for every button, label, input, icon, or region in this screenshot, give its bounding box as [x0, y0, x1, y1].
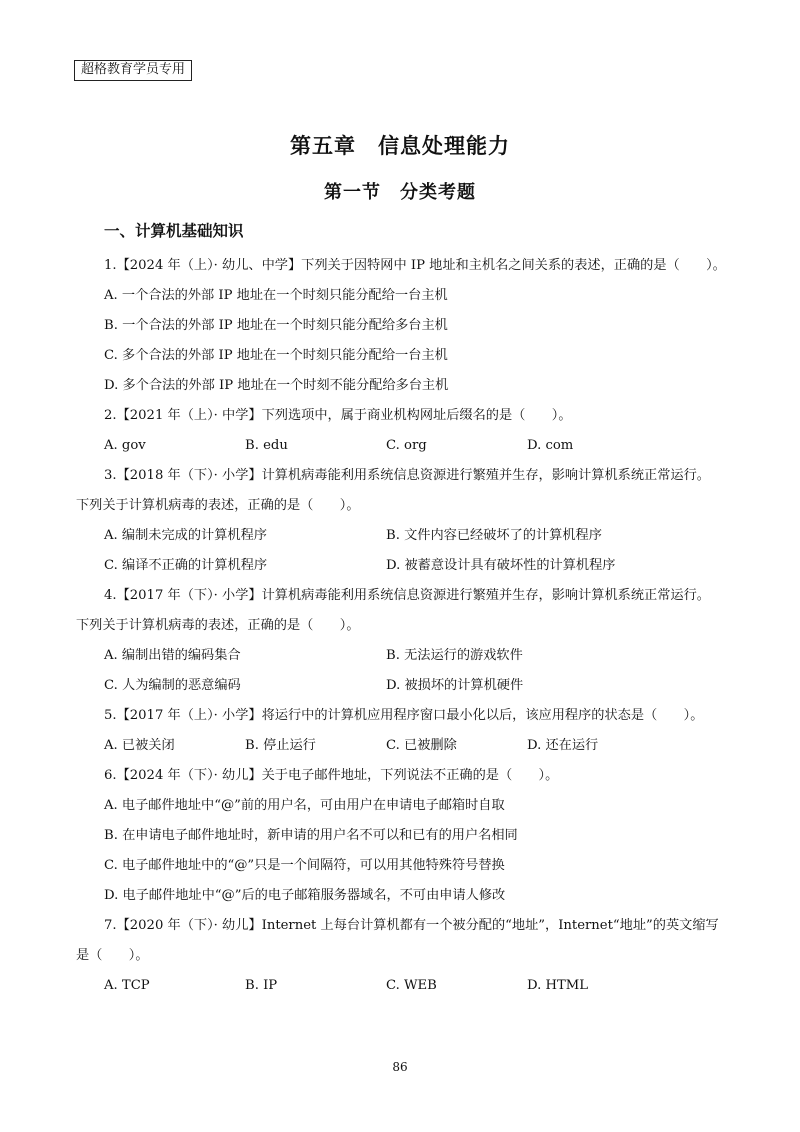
- option-a: A. 已被关闭: [104, 738, 175, 753]
- option-b: B. 文件内容已经破坏了的计算机程序: [386, 528, 602, 543]
- section-title: 第一节 分类考题: [324, 182, 476, 203]
- option-d: D. 被损坏的计算机硬件: [386, 678, 524, 693]
- header-tag: 超格教育学员专用: [74, 60, 192, 81]
- option-a: A. TCP: [104, 978, 150, 993]
- question-stem: 2.【2021 年（上）· 中学】下列选项中，属于商业机构网址后缀名的是（ ）。: [104, 408, 572, 423]
- part-heading: 一、计算机基础知识: [104, 221, 244, 240]
- question-stem: 7.【2020 年（下）· 幼儿】Internet 上每台计算机都有一个被分配的“地址”，Internet“地址”的英文缩写: [104, 918, 719, 933]
- option-d: D. HTML: [527, 978, 589, 993]
- option-c: C. 多个合法的外部 IP 地址在一个时刻只能分配给一台主机: [104, 348, 448, 363]
- question-stem: 6.【2024 年（下）· 幼儿】关于电子邮件地址，下列说法不正确的是（ ）。: [104, 768, 559, 783]
- option-d: D. 多个合法的外部 IP 地址在一个时刻不能分配给多台主机: [104, 378, 449, 393]
- option-d: D. 电子邮件地址中“@”后的电子邮箱服务器域名，不可由申请人修改: [104, 888, 506, 903]
- question-stem: 1.【2024 年（上）· 幼儿、中学】下列关于因特网中 IP 地址和主机名之间关系的表述，正确的是（ ）。: [104, 258, 726, 273]
- option-c: C. 人为编制的恶意编码: [104, 678, 241, 693]
- option-c: C. org: [386, 438, 427, 453]
- option-a: A. 一个合法的外部 IP 地址在一个时刻只能分配给一台主机: [104, 288, 448, 303]
- option-a: A. 电子邮件地址中“@”前的用户名，可由用户在申请电子邮箱时自取: [104, 798, 505, 813]
- option-c: C. 已被删除: [386, 738, 457, 753]
- option-c: C. 编译不正确的计算机程序: [104, 558, 268, 573]
- option-d: D. 还在运行: [527, 738, 599, 753]
- question-stem-continued: 是（ ）。: [76, 948, 149, 963]
- option-a: A. 编制出错的编码集合: [104, 648, 241, 663]
- question-stem: 5.【2017 年（上）· 小学】将运行中的计算机应用程序窗口最小化以后，该应用程序的状态是（ ）。: [104, 708, 704, 723]
- option-b: B. 停止运行: [245, 738, 316, 753]
- question-stem-continued: 下列关于计算机病毒的表述，正确的是（ ）。: [76, 498, 360, 513]
- option-b: B. 无法运行的游戏软件: [386, 648, 523, 663]
- chapter-title: 第五章 信息处理能力: [290, 133, 510, 158]
- option-a: A. gov: [104, 438, 146, 453]
- option-b: B. 一个合法的外部 IP 地址在一个时刻只能分配给多台主机: [104, 318, 448, 333]
- option-c: C. 电子邮件地址中的“@”只是一个间隔符，可以用其他特殊符号替换: [104, 858, 505, 873]
- option-b: B. IP: [245, 978, 278, 993]
- option-a: A. 编制未完成的计算机程序: [104, 528, 267, 543]
- option-d: D. 被蓄意设计具有破坏性的计算机程序: [386, 558, 616, 573]
- option-d: D. com: [527, 438, 574, 453]
- question-stem-continued: 下列关于计算机病毒的表述，正确的是（ ）。: [76, 618, 360, 633]
- option-c: C. WEB: [386, 978, 437, 993]
- option-b: B. edu: [245, 438, 288, 453]
- question-stem: 3.【2018 年（下）· 小学】计算机病毒能利用系统信息资源进行繁殖并生存，影响计算机系统正常运行。: [104, 468, 710, 483]
- option-b: B. 在申请电子邮件地址时，新申请的用户名不可以和已有的用户名相同: [104, 828, 518, 843]
- page-number: 86: [392, 1060, 408, 1074]
- question-stem: 4.【2017 年（下）· 小学】计算机病毒能利用系统信息资源进行繁殖并生存，影响计算机系统正常运行。: [104, 588, 710, 603]
